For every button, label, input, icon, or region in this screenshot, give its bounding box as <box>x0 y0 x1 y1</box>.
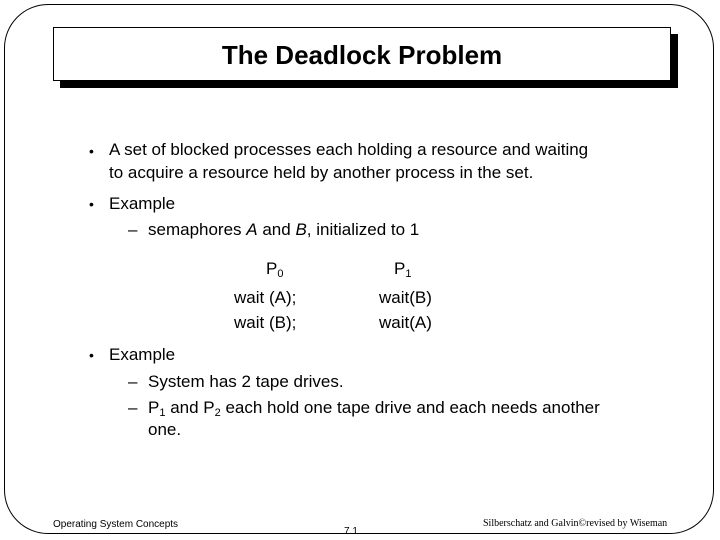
bullet-1-marker: • <box>89 143 94 159</box>
sub-text-after: , initialized to 1 <box>306 220 420 239</box>
sub-text-and: and <box>257 220 296 239</box>
sub-2-subscript-2: 2 <box>214 407 221 419</box>
p0-name: P <box>266 259 278 278</box>
sub-text-before: semaphores <box>148 220 247 239</box>
footer-course: Operating System Concepts <box>53 519 179 530</box>
slide-title: The Deadlock Problem <box>221 39 503 70</box>
sub-2-p: P <box>148 398 160 417</box>
bullet-3-label: Example <box>109 345 176 364</box>
p0-line-2: wait (B); <box>234 313 297 332</box>
footer-page-number: 7.1 <box>344 526 358 537</box>
bullet-1-line-1: A set of blocked processes each holding a resource and waiting <box>109 140 589 159</box>
bullet-1-line-2: to acquire a resource held by another process in the set. <box>109 163 534 182</box>
p1-name: P <box>394 259 406 278</box>
semaphore-a: A <box>246 220 258 239</box>
title-box <box>53 27 671 81</box>
bullet-3-marker: • <box>89 347 94 363</box>
p0-line-1: wait (A); <box>234 288 297 307</box>
p1-subscript: 1 <box>405 268 412 280</box>
bullet-3-sub-2-text <box>148 397 600 424</box>
bullet-2-marker: • <box>89 196 94 212</box>
sub-2-subscript-1: 1 <box>159 407 166 419</box>
sub-2-and-p: and P <box>165 398 215 417</box>
bullet-3-sub-2-dash: – <box>128 398 138 417</box>
footer-credit: Silberschatz and Galvin©revised by Wiseman <box>483 518 668 529</box>
bullet-3-sub-1-dash: – <box>128 372 138 391</box>
p1-line-1: wait(B) <box>379 288 432 307</box>
bullet-2-sub-dash: – <box>128 220 138 239</box>
bullet-3-sub-2-line-2: one. <box>148 420 182 439</box>
bullet-3-sub-1-text: System has 2 tape drives. <box>148 372 344 391</box>
p1-line-2: wait(A) <box>379 313 432 332</box>
p0-subscript: 0 <box>277 268 284 280</box>
bullet-2-label: Example <box>109 194 176 213</box>
semaphore-b: B <box>295 220 307 239</box>
p1-heading <box>394 258 411 285</box>
sub-2-rest: each hold one tape drive and each needs another <box>220 398 600 417</box>
p0-heading <box>266 258 283 285</box>
bullet-2-sub-text <box>148 219 419 241</box>
